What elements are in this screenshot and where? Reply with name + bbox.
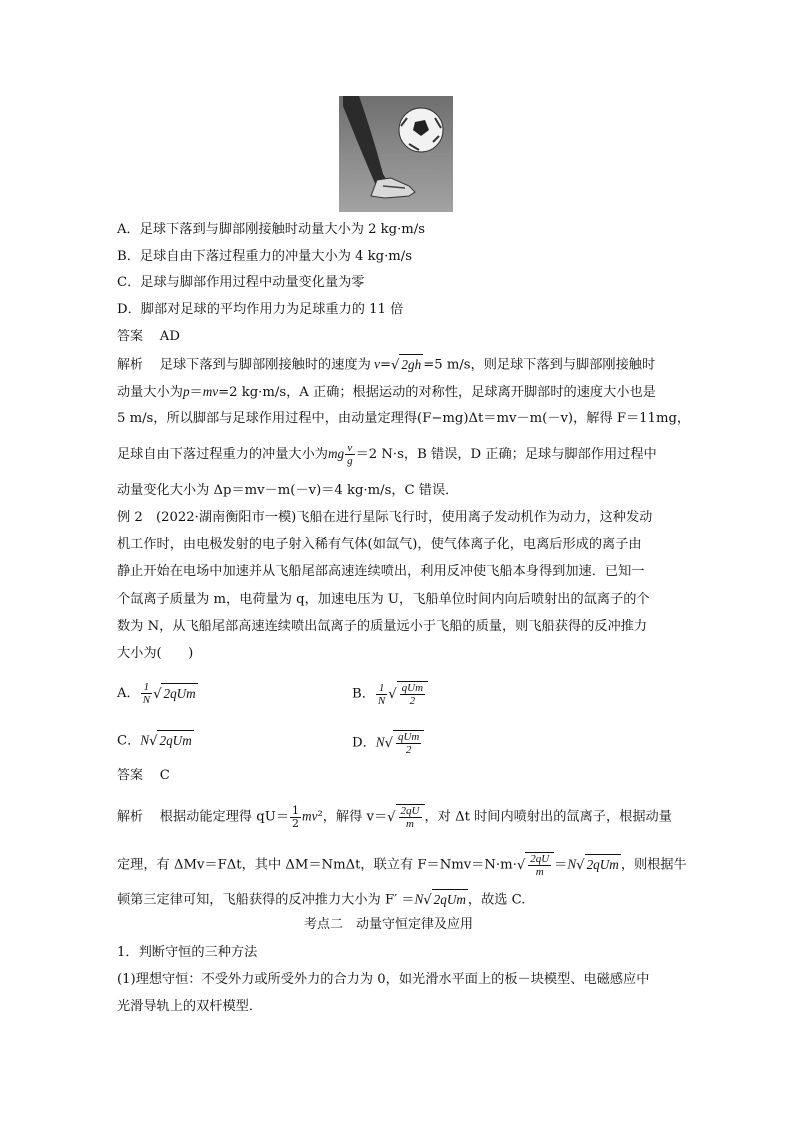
analysis-text: 定理，有 ΔMv＝FΔt，其中 ΔM＝NmΔt，联立有 F＝Nmv＝N·m· [117, 857, 517, 873]
option-label: A． [117, 686, 140, 701]
analysis-1-line-4: 足球自由下落过程重力的冲量大小为mg $\frac{v}{g}$ ＝2 N·s，B 错误，D 正确；足球与脚部作用过程中 [117, 442, 657, 467]
analysis-text: ，则根据牛 [620, 857, 687, 873]
fraction: $\frac{v}{g}$ [347, 442, 353, 467]
analysis-label: 解析 [117, 809, 144, 825]
option-label: D． [352, 735, 376, 751]
option-label: B． [352, 686, 375, 702]
analysis-1-line-2: 动量大小为p＝mv=2 kg·m/s，A 正确；根据运动的对称性，足球离开脚部时的速度大小也是 [117, 384, 656, 400]
section-title: 考点二 动量守恒定律及应用 [304, 917, 474, 932]
answer-value: AD [159, 329, 180, 344]
analysis-1-line-5: 动量变化大小为 Δp＝mv－m(－v)＝4 kg·m/s，C 错误． [117, 483, 459, 498]
option-2a: A． $\frac{1}{N}$ √ 2qUm [117, 681, 196, 706]
example-2-line-1: 例 2 (2022·湖南衡阳市一模)飞船在进行星际飞行时，使用离子发动机作为动力，这种发动 [117, 510, 653, 525]
option-2b: B． $\frac{1}{N}$ √ $\frac{\text{qUm}}{2}$ [352, 681, 428, 707]
analysis-2-line-1: 解析 根据动能定理得 qU＝ $\frac{1}{2}$ mv²，解得 v＝√ $\frac{2qU}{m}$ ，对 Δt 时间内喷射出的氙离子，根据动量 [117, 803, 672, 830]
analysis-label: 解析 [117, 357, 144, 373]
answer-label: 答案 [117, 768, 144, 783]
soccer-illustration [339, 96, 453, 212]
analysis-text: 顿第三定律可知，飞船获得的反冲推力大小为 F′ ＝ [117, 892, 415, 908]
analysis-text: 根据动能定理得 qU＝ [159, 809, 290, 825]
option-2c: C．N√ 2qUm [117, 730, 194, 752]
option-2d: D．N√ $\frac{\text{qUm}}{2}$ [352, 730, 424, 756]
analysis-text: =2 kg·m/s，A 正确；根据运动的对称性，足球离开脚部时的速度大小也是 [218, 385, 656, 400]
option-c: C．足球与脚部作用过程中动量变化量为零 [117, 275, 365, 290]
analysis-text: 动量大小为 [117, 385, 183, 400]
analysis-text: 足球下落到与脚部刚接触时的速度为 [159, 357, 371, 373]
example-2-line-4: 个氙离子质量为 m，电荷量为 q，加速电压为 U，飞船单位时间内向后喷射出的氙离子的个 [117, 592, 650, 607]
method-paragraph-line-2: 光滑导轨上的双杆模型． [117, 999, 263, 1014]
analysis-text: ，对 Δt 时间内喷射出的氙离子，根据动量 [424, 809, 672, 825]
analysis-text: ，解得 v＝ [322, 809, 388, 825]
option-d: D．脚部对足球的平均作用力为足球重力的 11 倍 [117, 302, 404, 317]
example-2-line-3: 静止开始在电场中加速并从飞船尾部高速连续喷出，利用反冲使飞船本身得到加速．已知一 [117, 564, 645, 579]
analysis-2-line-3: 顿第三定律可知，飞船获得的反冲推力大小为 F′ ＝N√ 2qUm ，故选 C. [117, 889, 526, 911]
option-a: A．足球下落到与脚部刚接触时动量大小为 2 kg·m/s [117, 222, 426, 237]
example-2-line-6: 大小为( ) [117, 646, 194, 661]
analysis-text: 足球自由下落过程重力的冲量大小为 [117, 447, 328, 462]
example-2-line-2: 机工作时，由电极发射的电子射入稀有气体(如氙气)，使气体离子化，电离后形成的离子由 [117, 537, 642, 552]
answer-2 [117, 766, 170, 786]
example-2-line-5: 数为 N，从飞船尾部高速连续喷出氙离子的质量远小于飞船的质量，则飞船获得的反冲推力 [117, 619, 648, 634]
option-b: B．足球自由下落过程重力的冲量大小为 4 kg·m/s [117, 249, 412, 264]
method-heading: 1．判断守恒的三种方法 [117, 945, 258, 960]
option-label: C． [117, 733, 141, 749]
method-paragraph-line-1: (1)理想守恒：不受外力或所受外力的合力为 0，如光滑水平面上的板－块模型、电磁感应中 [117, 972, 650, 987]
analysis-2-line-2: 定理，有 ΔMv＝FΔt，其中 ΔM＝NmΔt，联立有 F＝Nmv＝N·m·√ $\frac{2qU}{m}$ ＝N√ 2qUm ，则根据牛 [117, 853, 687, 878]
answer-1 [117, 327, 180, 347]
soccer-photo [339, 96, 453, 212]
answer-label: 答案 [117, 329, 144, 344]
analysis-text: ＝2 N·s，B 错误，D 正确；足球与脚部作用过程中 [355, 447, 657, 462]
answer-value: C [159, 768, 170, 783]
analysis-text: =5 m/s，则足球下落到与脚部刚接触时 [423, 357, 656, 373]
analysis-1-line-1: 解析 足球下落到与脚部刚接触时的速度为 v=√ 2gh =5 m/s，则足球下落到与脚部刚接触时 [117, 354, 655, 376]
analysis-1-line-3: 5 m/s，所以脚部与足球作用过程中，由动量定理得(F−mg)Δt＝mv－m(－v)，解得 F＝11mg， [117, 411, 691, 426]
analysis-text: ，故选 C. [467, 892, 526, 908]
